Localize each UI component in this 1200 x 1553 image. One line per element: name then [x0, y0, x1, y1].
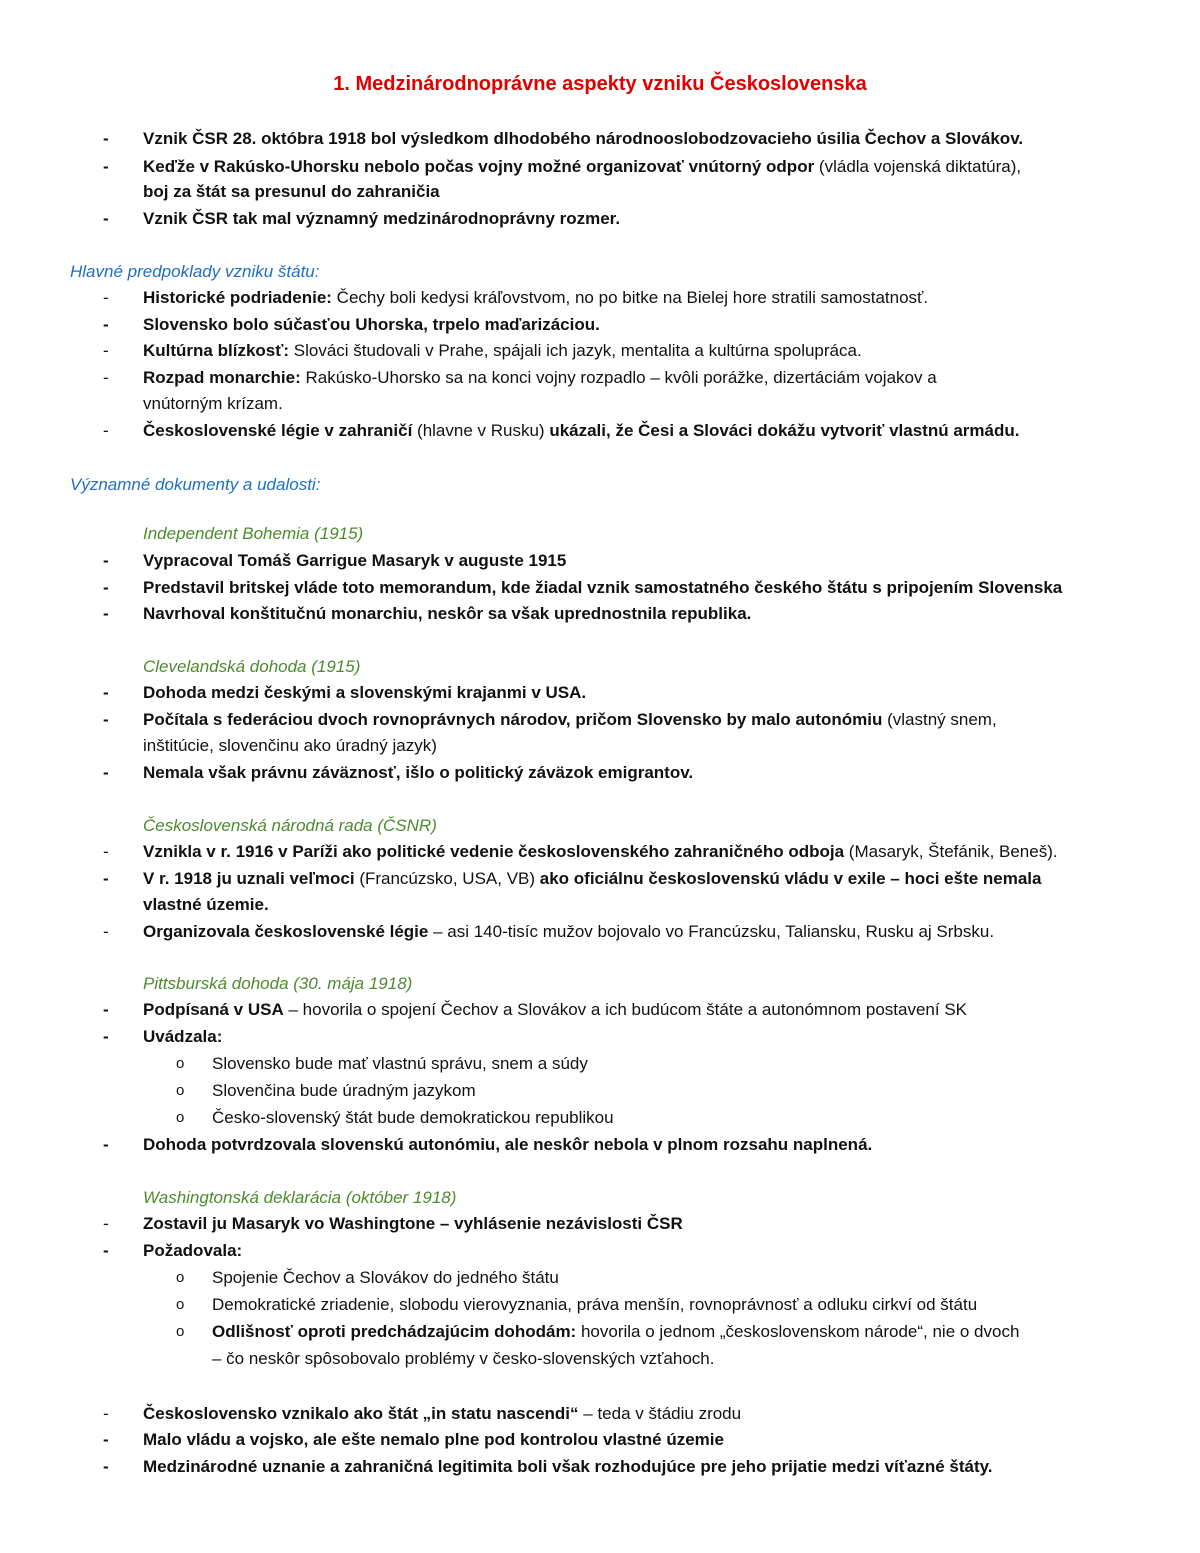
- csnr-item: [143, 921, 1163, 943]
- cleveland-item-cont: [143, 735, 1163, 757]
- dash-bullet: -: [103, 1027, 109, 1046]
- bohemia-item: [143, 603, 1163, 625]
- item-bold: vlastné územie.: [143, 895, 269, 914]
- predpoklad-item: [143, 314, 1163, 336]
- pittsburg-subitem: Slovensko bude mať vlastnú správu, snem a súdy: [212, 1054, 588, 1073]
- item-bold: Malo vládu a vojsko, ale ešte nemalo plne pod kontrolou vlastné územie: [143, 1430, 724, 1449]
- item-bold: Navrhoval konštitučnú monarchiu, neskôr sa však uprednostnila republika.: [143, 604, 752, 623]
- subheading-clevelandska: Clevelandská dohoda (1915): [143, 657, 361, 676]
- dash-bullet: -: [103, 421, 109, 440]
- item-text: Slováci študovali v Prahe, spájali ich jazyk, mentalita a kultúrna spolupráca.: [289, 341, 862, 360]
- dash-bullet: -: [103, 551, 109, 570]
- circle-bullet: o: [176, 1323, 185, 1340]
- pittsburg-subitem: Slovenčina bude úradným jazykom: [212, 1081, 476, 1100]
- pittsburg-item: [143, 1134, 1163, 1156]
- dash-bullet: -: [103, 341, 109, 360]
- bohemia-item: [143, 550, 1163, 572]
- cleveland-item: [143, 709, 1163, 731]
- item-bold: Počítala s federáciou dvoch rovnoprávnych národov, pričom Slovensko by malo autonómiu: [143, 710, 883, 729]
- subheading-independent-bohemia: Independent Bohemia (1915): [143, 524, 364, 543]
- item-text: (Masaryk, Štefánik, Beneš).: [844, 842, 1058, 861]
- item-bold: Historické podriadenie:: [143, 288, 332, 307]
- item-bold: Medzinárodné uznanie a zahraničná legitimita boli však rozhodujúce pre jeho prijatie medzi víťazné štáty.: [143, 1457, 993, 1476]
- predpoklad-item: [143, 287, 1163, 309]
- dash-bullet: -: [103, 129, 109, 148]
- dash-bullet: -: [103, 842, 109, 861]
- item-text: – teda v štádiu zrodu: [578, 1404, 742, 1423]
- dash-bullet: -: [103, 578, 109, 597]
- item-bold: Československé légie v zahraničí: [143, 421, 413, 440]
- item-bold: Uvádzala:: [143, 1027, 223, 1046]
- cleveland-item: [143, 682, 1163, 704]
- dash-bullet: -: [103, 869, 109, 888]
- subheading-csnr: Československá národná rada (ČSNR): [143, 816, 437, 835]
- item-text: vnútorným krízam.: [143, 394, 283, 413]
- dash-bullet: -: [103, 604, 109, 623]
- item-bold: Podpísaná v USA: [143, 1000, 284, 1019]
- item-bold: Predstavil britskej vláde toto memorandum, kde žiadal vznik samostatného českého štátu s pripojením Slovenska: [143, 578, 1063, 597]
- item-bold: ukázali, že Česi a Slováci dokážu vytvoriť vlastnú armádu.: [549, 421, 1020, 440]
- section-heading-dokumenty: Významné dokumenty a udalosti:: [70, 475, 321, 494]
- dash-bullet: -: [103, 1430, 109, 1449]
- circle-bullet: o: [176, 1296, 185, 1313]
- dash-bullet: -: [103, 1135, 109, 1154]
- dash-bullet: -: [103, 683, 109, 702]
- item-text: (vlastný snem,: [882, 710, 997, 729]
- subheading-pittsburska: Pittsburská dohoda (30. mája 1918): [143, 974, 413, 993]
- dash-bullet: -: [103, 288, 109, 307]
- washington-subitem: Demokratické zriadenie, slobodu vierovyznania, práva menšín, rovnoprávnosť a odluku cirkví od štátu: [212, 1295, 978, 1314]
- item-bold: Nemala však právnu záväznosť, išlo o politický záväzok emigrantov.: [143, 763, 694, 782]
- item-text: inštitúcie, slovenčinu ako úradný jazyk): [143, 736, 437, 755]
- item-bold: V r. 1918 ju uznali veľmoci: [143, 869, 355, 888]
- item-text: Čechy boli kedysi kráľovstvom, no po bitke na Bielej hore stratili samostatnosť.: [331, 288, 929, 307]
- intro-line-1: [143, 128, 1163, 150]
- dash-bullet: -: [103, 1214, 109, 1233]
- pittsburg-item: [143, 1026, 1163, 1048]
- csnr-item: [143, 868, 1163, 890]
- item-bold: Organizovala československé légie: [143, 922, 429, 941]
- dash-bullet: -: [103, 368, 109, 387]
- washington-item: [143, 1240, 1163, 1262]
- washington-item: [143, 1213, 1163, 1235]
- item-bold: Kultúrna blízkosť:: [143, 341, 290, 360]
- pittsburg-item: [143, 999, 1163, 1021]
- dash-bullet: -: [103, 209, 109, 228]
- intro-text: Keďže v Rakúsko-Uhorsku nebolo počas vojny možné organizovať vnútorný odpor: [143, 157, 815, 176]
- circle-bullet: o: [176, 1082, 185, 1099]
- intro-note: (vládla vojenská diktatúra),: [814, 157, 1022, 176]
- closing-item: [143, 1429, 1163, 1451]
- predpoklad-item: [143, 367, 1163, 389]
- predpoklad-item: [143, 420, 1163, 442]
- closing-item: [143, 1403, 1163, 1425]
- intro-text: Vznik ČSR tak mal významný medzinárodnoprávny rozmer.: [143, 209, 621, 228]
- item-bold: Odlišnosť oproti predchádzajúcim dohodám:: [212, 1322, 577, 1341]
- item-bold: ako oficiálnu československú vládu v exile – hoci ešte nemala: [539, 869, 1042, 888]
- pittsburg-subitem: Česko-slovenský štát bude demokratickou republikou: [212, 1108, 614, 1127]
- circle-bullet: o: [176, 1269, 185, 1286]
- item-text: – hovorila o spojení Čechov a Slovákov a ich budúcom štáte a autonómnom postavení SK: [283, 1000, 968, 1019]
- item-bold: Vznikla v r. 1916 v Paríži ako politické vedenie československého zahraničného odboja: [143, 842, 845, 861]
- item-bold: Dohoda medzi českými a slovenskými krajanmi v USA.: [143, 683, 587, 702]
- dash-bullet: -: [103, 922, 109, 941]
- item-bold: Zostavil ju Masaryk vo Washingtone – vyhlásenie nezávislosti ČSR: [143, 1214, 683, 1233]
- bohemia-item: [143, 577, 1163, 599]
- dash-bullet: -: [103, 763, 109, 782]
- dash-bullet: -: [103, 710, 109, 729]
- washington-subitem: Spojenie Čechov a Slovákov do jedného štátu: [212, 1268, 559, 1287]
- dash-bullet: -: [103, 1241, 109, 1260]
- item-bold: Vypracoval Tomáš Garrigue Masaryk v auguste 1915: [143, 551, 567, 570]
- circle-bullet: o: [176, 1055, 185, 1072]
- washington-subitem-cont: – čo neskôr spôsobovalo problémy v česko-slovenských vzťahoch.: [212, 1349, 715, 1368]
- dash-bullet: -: [103, 157, 109, 176]
- item-bold: Požadovala:: [143, 1241, 243, 1260]
- item-text: Rakúsko-Uhorsko sa na konci vojny rozpadlo – kvôli porážke, dizertáciám vojakov a: [300, 368, 937, 387]
- circle-bullet: o: [176, 1109, 185, 1126]
- csnr-item: [143, 841, 1163, 863]
- closing-item: [143, 1456, 1163, 1478]
- csnr-item-cont: [143, 894, 1163, 916]
- washington-subitem: [212, 1321, 1200, 1343]
- item-bold: Slovensko bolo súčasťou Uhorska, trpelo maďarizáciou.: [143, 315, 600, 334]
- intro-text: boj za štát sa presunul do zahraničia: [143, 182, 440, 201]
- item-text: (hlavne v Rusku): [412, 421, 550, 440]
- intro-text: Vznik ČSR 28. októbra 1918 bol výsledkom dlhodobého národnooslobodzovacieho úsilia Čechov a Slovákov.: [143, 129, 1024, 148]
- cleveland-item: [143, 762, 1163, 784]
- item-bold: Rozpad monarchie:: [143, 368, 301, 387]
- intro-line-3: [143, 208, 1163, 230]
- predpoklad-item: [143, 340, 1163, 362]
- section-heading-predpoklady: Hlavné predpoklady vzniku štátu:: [70, 262, 320, 281]
- dash-bullet: -: [103, 315, 109, 334]
- dash-bullet: -: [103, 1404, 109, 1423]
- dash-bullet: -: [103, 1000, 109, 1019]
- item-bold: Československo vznikalo ako štát „in statu nascendi“: [143, 1404, 579, 1423]
- predpoklad-item-cont: [143, 393, 1163, 415]
- item-bold: Dohoda potvrdzovala slovenskú autonómiu, ale neskôr nebola v plnom rozsahu naplnená.: [143, 1135, 873, 1154]
- item-text: – asi 140-tisíc mužov bojovalo vo Francúzsku, Taliansku, Rusku aj Srbsku.: [428, 922, 995, 941]
- page-title: 1. Medzinárodnoprávne aspekty vzniku Československa: [333, 73, 867, 95]
- item-text: hovorila o jednom „československom národe“, nie o dvoch: [576, 1322, 1020, 1341]
- dash-bullet: -: [103, 1457, 109, 1476]
- subheading-washingtonska: Washingtonská deklarácia (október 1918): [143, 1188, 457, 1207]
- intro-line-2-cont: [143, 181, 1163, 203]
- item-text: (Francúzsko, USA, VB): [354, 869, 540, 888]
- intro-line-2: [143, 156, 1163, 178]
